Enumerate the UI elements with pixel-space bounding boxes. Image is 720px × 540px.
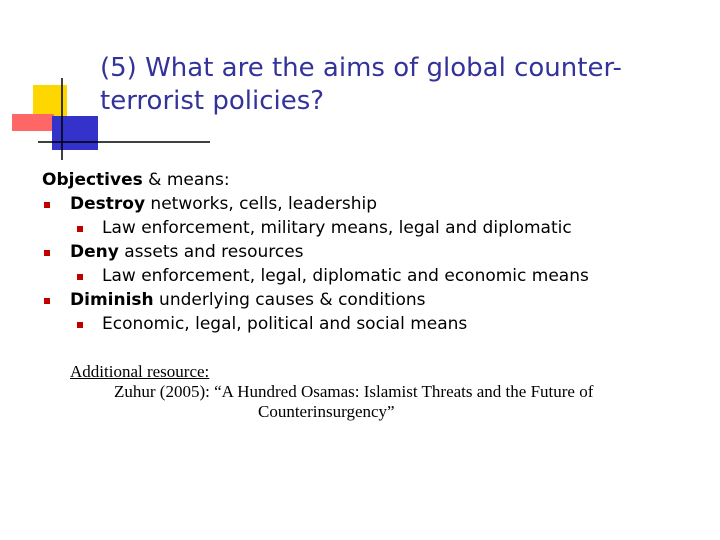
sub-bullet-item bbox=[42, 264, 702, 288]
square-bullet-icon bbox=[44, 298, 50, 304]
square-bullet-icon bbox=[44, 250, 50, 256]
bullet-text: assets and resources bbox=[118, 242, 304, 262]
bullet-text: networks, cells, leadership bbox=[145, 194, 378, 214]
bullet-text: underlying causes & conditions bbox=[153, 290, 426, 310]
bullet-item bbox=[42, 288, 702, 312]
slide-body bbox=[42, 168, 702, 336]
intro-bold: Objectives bbox=[42, 170, 143, 190]
square-bullet-icon bbox=[77, 322, 83, 328]
slide-title bbox=[100, 52, 700, 118]
additional-resources bbox=[42, 362, 702, 422]
square-bullet-icon bbox=[44, 202, 50, 208]
bullet-bold: Destroy bbox=[70, 194, 146, 214]
sub-bullet-item bbox=[42, 312, 702, 336]
slide-title-line-2: terrorist policies? bbox=[100, 86, 325, 116]
bullet-item bbox=[42, 240, 702, 264]
sub-bullet-text: Economic, legal, political and social means bbox=[102, 314, 468, 334]
square-bullet-icon bbox=[77, 226, 83, 232]
blue-square bbox=[52, 116, 98, 150]
sub-bullet-item bbox=[42, 216, 702, 240]
sub-bullet-text: Law enforcement, military means, legal and diplomatic bbox=[102, 218, 572, 238]
intro-line bbox=[42, 168, 702, 192]
red-gradient-bar bbox=[12, 114, 54, 131]
bullet-item bbox=[42, 192, 702, 216]
bullet-bold: Deny bbox=[70, 242, 119, 262]
square-bullet-icon bbox=[77, 274, 83, 280]
slide-title-line-1: (5) What are the aims of global counter- bbox=[100, 53, 622, 83]
citation-line-1: Zuhur (2005): “A Hundred Osamas: Islamist Threats and the Future of bbox=[114, 382, 594, 401]
bullet-bold: Diminish bbox=[70, 290, 154, 310]
sub-bullet-text: Law enforcement, legal, diplomatic and economic means bbox=[102, 266, 589, 286]
intro-rest: & means: bbox=[142, 170, 230, 190]
resources-heading: Additional resource: bbox=[70, 362, 210, 381]
citation-line-2: Counterinsurgency” bbox=[258, 402, 395, 421]
